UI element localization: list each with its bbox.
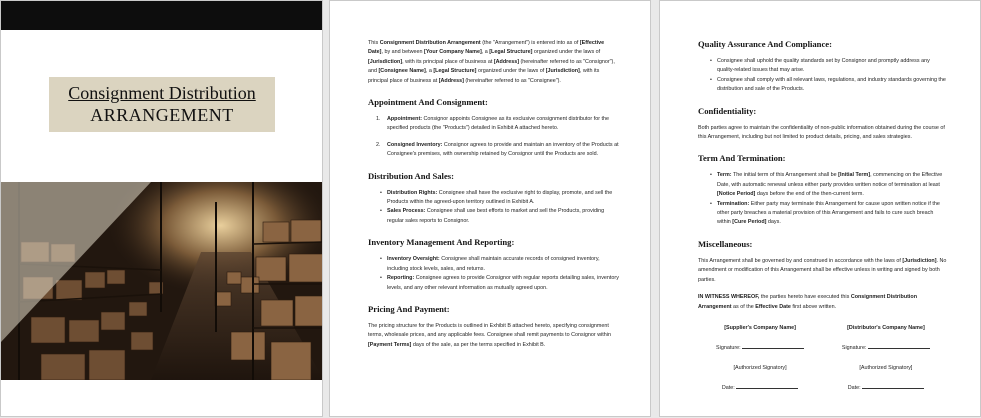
witness-paragraph: IN WITNESS WHEREOF, the parties hereto have executed this Consignment Distribution Arrangement as of the Effective Date first above written.	[698, 294, 917, 310]
list-item: 2. Consigned Inventory: Consignor agrees to provide and maintain an inventory of the Products at Consignee's premises, with ownership retained by Consignor until the Products are sold.	[376, 141, 619, 158]
page3-body	[698, 28, 948, 404]
list-item: • Sales Process: Consignee shall use best efforts to market and sell the Products, providing regular sales reports to Consignor.	[380, 208, 605, 224]
signature-label: Signature:	[841, 345, 867, 352]
list-item: • Term: The initial term of this Arrangement shall be [Initial Term], commencing on the Effective Date, with automatic renewal unless either party provides written notice of termination at least [Notice Period] days before the end of the then-current term.	[710, 172, 943, 198]
appointment-list	[368, 115, 620, 160]
list-item: • Consignee shall comply with all relevant laws, regulations, and industry standards governing the distribution and sale of the Products.	[710, 76, 946, 93]
supplier-company-name: [Supplier's Company Name]	[724, 324, 796, 331]
date-label: Date:	[847, 385, 861, 392]
term-list	[698, 171, 948, 227]
heading-miscellaneous: Miscellaneous:	[698, 238, 753, 249]
intro-paragraph: This Consignment Distribution Arrangement (the "Arrangement") is entered into as of [Effective Date], by and between [Your Company Name], a [Legal Structure] organized under the laws of [Jurisdiction], with its principal place of business at [Address] (hereinafter referred to as "Consignor"), and [Consignee Name], a [Legal Structure] organized under the laws of [Jurisdiction], with its principal place of business at [Address] (hereinafter referred to as "Consignee").	[368, 40, 615, 84]
confidentiality-paragraph: Both parties agree to maintain the confidentiality of non-public information obtained during the course of this Arrangement, including but not limited to product details, pricing, and sales strategies.	[698, 124, 945, 141]
signature-label: Signature:	[716, 345, 741, 352]
list-item: • Inventory Oversight: Consignee shall maintain accurate records of consigned inventory, including stock levels, sales, and returns.	[380, 256, 600, 272]
list-item: • Reporting: Consignee agrees to provide Consignor with regular reports detailing sales, inventory levels, and any other relevant information as mutually agreed upon.	[380, 275, 619, 291]
warehouse-photo	[1, 182, 322, 380]
distribution-list	[368, 189, 620, 227]
cover-title-box	[49, 77, 275, 132]
inventory-list	[368, 255, 620, 293]
list-item: • Consignee shall uphold the quality standards set by Consignor and promptly address any quality-related issues that may arise.	[710, 58, 930, 74]
authorized-signatory: [Authorized Signatory]	[733, 364, 787, 371]
list-item: 1. Appointment: Consignor appoints Consignee as its exclusive consignment distributor for the specified products (the "Products") detailed in Exhibit A attached hereto.	[376, 116, 610, 132]
date-line[interactable]	[862, 383, 924, 389]
document-page-2	[329, 0, 651, 417]
date-label: Date:	[721, 385, 735, 392]
list-item: • Termination: Either party may terminate this Arrangement for cause upon written notice if the other party breaches a material provision of this Arrangement and fails to cure such breach within [Cure Period] days.	[710, 200, 940, 226]
cover-top-band	[1, 1, 322, 30]
heading-distribution: Distribution And Sales:	[368, 170, 454, 181]
distributor-company-name: [Distributor's Company Name]	[847, 324, 925, 331]
heading-quality: Quality Assurance And Compliance:	[698, 39, 832, 49]
heading-confidentiality: Confidentiality:	[698, 105, 757, 116]
quality-list	[698, 57, 948, 95]
distributor-signature-column	[828, 324, 944, 404]
signature-line[interactable]	[742, 343, 804, 349]
cover-page	[0, 0, 323, 417]
signature-block	[698, 324, 948, 404]
heading-inventory: Inventory Management And Reporting:	[368, 237, 515, 248]
pricing-paragraph: The pricing structure for the Products is outlined in Exhibit B attached hereto, specifying consignment terms, wholesale prices, and any applicable fees. Consignee shall remit payments to Consignor within [Payment Terms] days of the sale, as per the terms specified in Exhibit B.	[368, 322, 612, 348]
date-line[interactable]	[736, 383, 798, 389]
document-page-3	[659, 0, 981, 417]
signature-line[interactable]	[868, 343, 930, 349]
list-item: • Distribution Rights: Consignee shall have the exclusive right to display, promote, and sell the Products within the agreed-upon territory outlined in Exhibit A.	[380, 189, 613, 206]
heading-appointment: Appointment And Consignment:	[368, 97, 488, 108]
authorized-signatory: [Authorized Signatory]	[859, 364, 913, 371]
page2-body	[368, 39, 620, 350]
supplier-signature-column	[702, 324, 818, 404]
heading-term: Term And Termination:	[698, 153, 786, 164]
cover-title-line2: ARRANGEMENT	[90, 105, 234, 125]
cover-title-line1: Consignment Distribution	[68, 83, 256, 103]
heading-pricing: Pricing And Payment:	[368, 303, 450, 314]
misc-paragraph: This Arrangement shall be governed by and construed in accordance with the laws of [Jurisdiction]. No amendment or modification of this Arrangement shall be effective unless in writing and signed by both parties.	[698, 257, 947, 283]
